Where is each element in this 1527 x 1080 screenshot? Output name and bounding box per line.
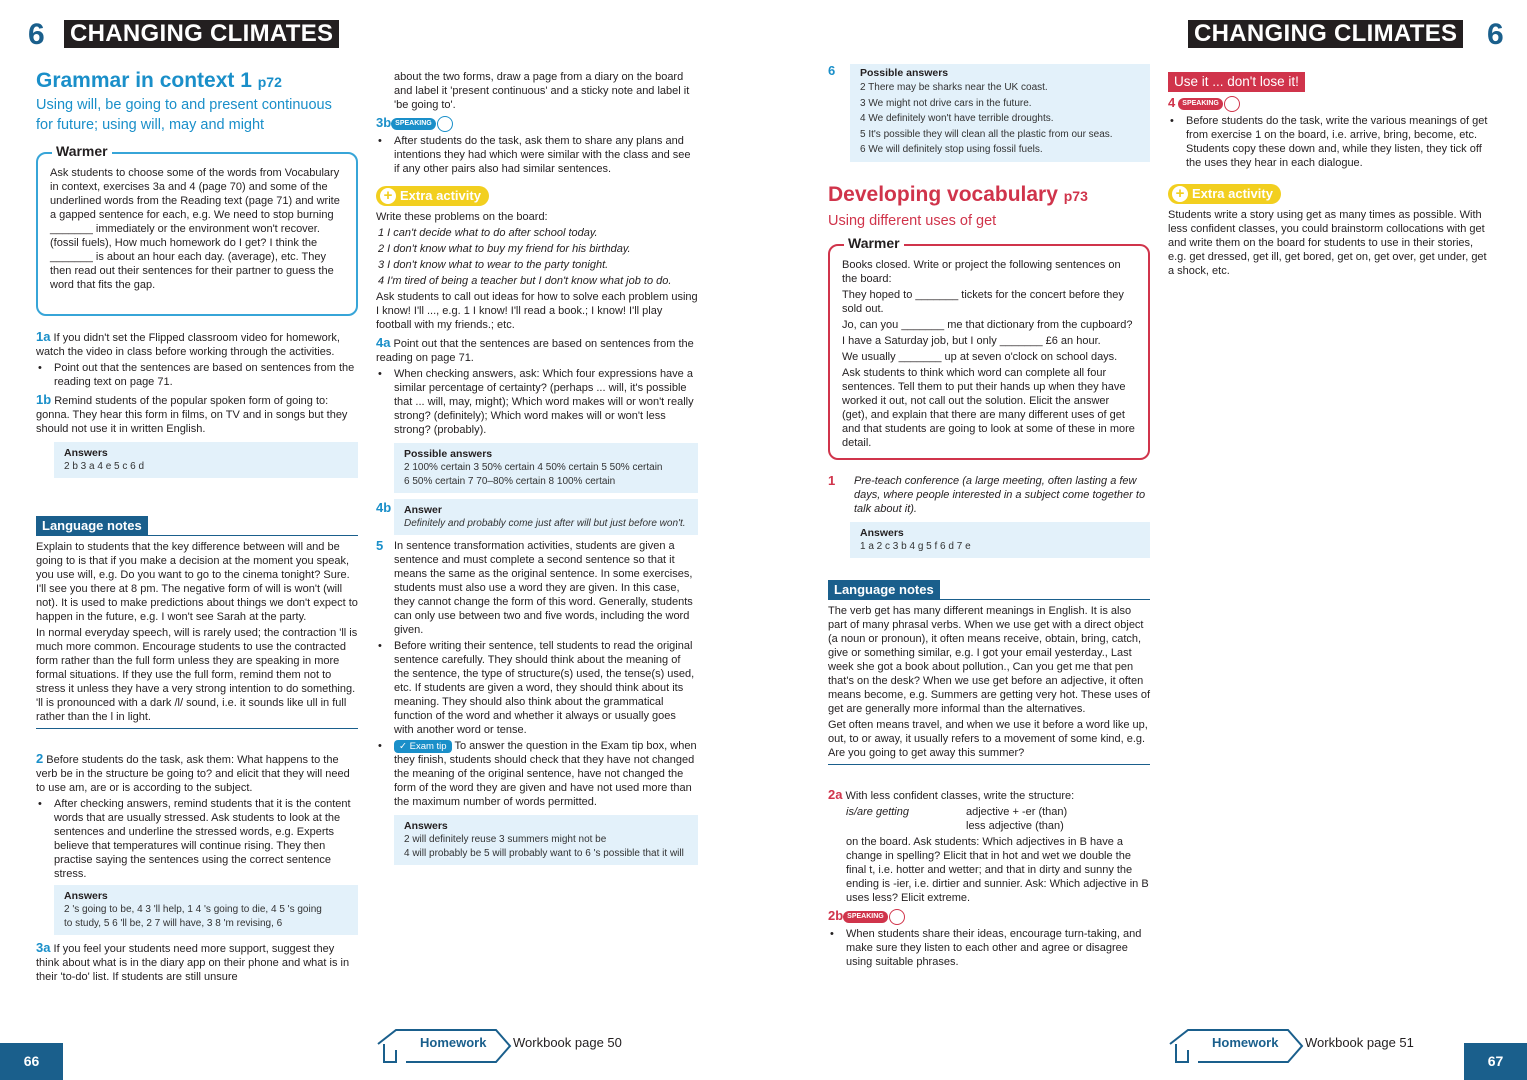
left-exercises-2 (36, 752, 358, 986)
exercise-number: 2a (828, 787, 843, 802)
exercise-bullet: • Before students do the task, write the various meanings of get from exercise 1 on the board, i.e. arrive, bring, become, etc. Students copy these down and, while they listen, they tick off the uses they hear in each dialogue. (1168, 114, 1490, 170)
speaking-badge: SPEAKING (1178, 98, 1223, 110)
exercise-number: 1b (36, 392, 52, 407)
section-subtitle-2: for future; using will, may and might (36, 117, 265, 133)
left-exercises-1 (36, 330, 358, 478)
language-notes-text: Get often means travel, and when we use it before a word like up, out, to or away, it usually refers to a movement of some kind, e.g. Are you going to get away this summer? (828, 719, 1148, 759)
exercise-number: 1 (828, 473, 836, 488)
speaking-icon (889, 909, 905, 925)
extra-activity-outro: Ask students to call out ideas for how to solve each problem using I know! I'll ..., e.g. 1 I know! I'll read a book.; I know! I'll play football with my friends.; etc. (376, 291, 698, 332)
warmer-sentence: They hoped to _______ tickets for the concert before they sold out. (842, 289, 1124, 315)
exercise-number: 4 (1168, 95, 1176, 110)
exercise-bullet: • After students do the task, ask them to share any plans and intentions they had which were similar with the class and see if any other pairs also had similar sentences. (376, 134, 698, 176)
homework-right (1168, 1028, 1428, 1064)
language-notes-title: Language notes (828, 580, 940, 599)
language-notes-text: Explain to students that the key difference between will and be going to is that if you make a decision at the moment you speak, you use will, e.g. Do you want to go to the cinema tonight? Sure. I'll see you there at 8 pm. The negative form of will is won't (will not). It is used to make predictions about things we don't expect to happen in the future, e.g. I won't see Sarah at the party. (36, 541, 358, 623)
answers-title: Possible answers (860, 67, 949, 79)
exercise-bullet: • After checking answers, remind students that it is the content words that are usually stressed. Ask students to look at the sentences and underline the stressed words, e.g. Experts believe that temperatures will continue rising. They then practise saying the sentences using the correct sentence stress. (36, 797, 358, 881)
language-notes-right (828, 580, 1150, 765)
exercise-text: on the board. Ask students: Which adjectives in B have a change in spelling? Elicit that in hot and wet we double the final t, i.e. hotter and wetter; and that in dirty and sunny the ending is -ier, i.e. dirtier and sunnier. Ask: Which adjective in B uses less? Elicit extreme. (846, 836, 1149, 904)
exercise-text: about the two forms, draw a page from a diary on the board and label it 'present continuous' and a sticky note and label it 'be going to'. (394, 71, 690, 111)
language-notes-text: In normal everyday speech, will is rarely used; the contraction 'll is much more common. Encourage students to use the contracted form rather than the full form unless they are speaking in more formal situations. If they use the full form, remind them not to stress it unless they have a very strong intention to do something. 'll is pronounced with a dark /l/ sound, i.e. it sounds like ull in full rather than the l in light. (36, 627, 358, 723)
exercise-number: 2b (828, 908, 844, 923)
exercise-text: Remind students of the popular spoken form of going to: gonna. They hear this form in films, on TV and in songs but they should not use it in written English. (36, 395, 348, 435)
answers-title: Possible answers (404, 448, 493, 461)
extra-activity-text: Students write a story using get as many times as possible. With less confident classes, you could brainstorm collocations with get and write them on the board for students to use in their stories, e.g. get dressed, get ill, get bored, get on, get over, get under, get a shock, etc. (1168, 209, 1487, 278)
unit-number-left: 6 (28, 18, 45, 51)
answer-box (394, 499, 698, 535)
answers-values: 1 a 2 c 3 b 4 g 5 f 6 d 7 e (860, 541, 971, 552)
answers-values: 3 We might not drive cars in the future. (860, 97, 1032, 109)
warmer-text: Ask students to think which word can complete all four sentences. Tell them to put their hands up when they have worked it out, not call out the solution. Elicit the answer (get), and explain that there are many different uses of get and that students are going to look at some of these in more detail. (842, 367, 1135, 449)
exercise-bullet: • Before writing their sentence, tell students to read the original sentence carefully. They should think about the meaning of the sentence, the type of structure(s) used, the tense(s) used, etc. If students are given a word, they should think about its meaning. They should also think about the grammatical function of the word and whether it always or usually goes with another word or tense. (376, 639, 698, 737)
page-number-left: 66 (0, 1043, 63, 1080)
right-exercises-2 (828, 788, 1150, 971)
extra-activity-badge: + Extra activity (1168, 184, 1281, 204)
homework-text: Workbook page 50 (513, 1035, 622, 1050)
warmer-title: Warmer (844, 236, 904, 250)
section-subtitle-1: Using will, be going to and present continuous (36, 97, 332, 113)
exercise-text: With less confident classes, write the structure: (845, 790, 1075, 802)
answers-values: 2 100% certain 3 50% certain 4 50% certain 5 50% certain (404, 462, 663, 474)
use-it-badge: Use it ... don't lose it! (1168, 72, 1305, 92)
right-exercises-1 (828, 474, 1150, 558)
exercise-text: Before students do the task, ask them: What happens to the verb be in the structure be going to? and elicit that they will need to use am, are or is according to the subject. (36, 754, 350, 794)
warmer-text: Books closed. Write or project the following sentences on the board: (842, 259, 1121, 285)
answers-values: 2 b 3 a 4 e 5 c 6 d (64, 461, 145, 472)
answers-values: 2 There may be sharks near the UK coast. (860, 82, 1048, 93)
exercise-number: 2 (36, 751, 44, 766)
answers-box (54, 442, 358, 478)
exercise-text: In sentence transformation activities, students are given a sentence and must complete a second sentence so that it means the same as the original sentence. In some exercises, students must also use a word they are given. In this case, they cannot change the form of this word. Generally, students can only use between two and five words, including the word given. (394, 540, 693, 637)
speaking-badge: SPEAKING (843, 911, 888, 923)
exercise-number: 4b (376, 500, 392, 516)
answers-values: 2 's going to be, 4 3 'll help, 1 4 's going to die, 4 5 's going (64, 904, 322, 915)
left-column-2 (376, 70, 698, 865)
exam-tip-badge: ✓ Exam tip (394, 740, 452, 753)
warmer-sentence: I have a Saturday job, but I only _______ £6 an hour. (842, 335, 1101, 347)
answers-values: to study, 5 6 'll be, 2 7 will have, 3 8 'm revising, 6 (64, 918, 283, 929)
extra-activity-item: 3 I don't know what to wear to the party tonight. (378, 259, 609, 272)
exercise-number: 1a (36, 329, 51, 344)
structure-right: adjective + -er (than) (966, 806, 1068, 818)
answers-title: Answers (64, 447, 108, 459)
left-column-1 (36, 68, 358, 135)
answers-box (850, 522, 1150, 558)
exercise-bullet: • When checking answers, ask: Which four expressions have a similar percentage of certainty? (perhaps ... will, it's possible that ... will, may, might); Which word makes will or won't really strong? (definitely); Which word makes will or won't less strong? (probably). (376, 367, 698, 437)
unit-number-right: 6 (1487, 18, 1504, 51)
right-column-2 (1168, 72, 1490, 280)
warmer-title: Warmer (52, 144, 112, 158)
exercise-text: If you feel your students need more support, suggest they think about what is in the diary app on their phone and what is in their 'to-do' list. If students are still unsure (36, 943, 350, 983)
exercise-number: 3a (36, 940, 51, 955)
warmer-box (36, 143, 358, 316)
exercise-bullet: • ✓ Exam tip To answer the question in the Exam tip box, when they finish, students should check that they have not changed the meaning of the original sentence, have not changed the form of the word they are given and have not used more than the maximum number of words permitted. (376, 739, 698, 809)
homework-label: Homework (420, 1035, 487, 1050)
possible-answers-box (394, 443, 698, 493)
exercise-text: Point out that the sentences are based on sentences from the reading on page 71. (376, 338, 694, 365)
page-title-right: Developing vocabulary p73 (828, 183, 1088, 206)
answers-title: Answers (404, 820, 448, 833)
exercise-number: 5 (376, 538, 384, 554)
language-notes-text: The verb get has many different meanings in English. It is also part of many phrasal verbs. When we use get with a direct object (a noun or pronoun), it often means receive, obtain, bring, catch, give or something similar, e.g. I got your email yesterday., Last week she got a book about pollution., Can you get me that pen that's on the desk? When we use get before an adjective, it often means become, e.g. Summers are getting very hot. These uses of get are generally more informal than the alternatives. (828, 605, 1151, 715)
extra-activity-item: 1 I can't decide what to do after school today. (378, 227, 598, 240)
exercise-bullet: • When students share their ideas, encourage turn-taking, and make sure they listen to each other and agree or disagree using suitable phrases. (828, 927, 1150, 969)
answers-values: 4 will probably be 5 will probably want to 6 's possible that it will (404, 848, 684, 860)
exercise-number: 4a (376, 335, 391, 351)
unit-title-right: CHANGING CLIMATES (1188, 20, 1463, 48)
homework-left (376, 1028, 636, 1064)
answers-values: 5 It's possible they will clean all the plastic from our seas. (860, 128, 1113, 140)
answers-values: 6 50% certain 7 70–80% certain 8 100% certain (404, 476, 616, 488)
extra-activity-intro: Write these problems on the board: (376, 211, 548, 224)
homework-label: Homework (1212, 1035, 1279, 1050)
speaking-icon (1224, 96, 1240, 112)
answers-values: 6 We will definitely stop using fossil fuels. (860, 144, 1043, 155)
answers-values: 2 will definitely reuse 3 summers might not be (404, 834, 607, 846)
plus-icon: + (380, 188, 396, 204)
warmer-box-right (828, 235, 1150, 460)
language-notes-title: Language notes (36, 516, 148, 535)
answers-box (54, 885, 358, 935)
possible-answers-box (850, 64, 1150, 162)
warmer-sentence: Jo, can you _______ me that dictionary from the cupboard? (842, 319, 1133, 331)
language-notes-left (36, 516, 358, 729)
answers-title: Answer (404, 504, 442, 517)
structure-right: less adjective (than) (966, 820, 1064, 832)
exercise-text: Pre-teach conference (a large meeting, often lasting a few days, where people interested in a subject come together to talk about it). (854, 475, 1146, 515)
speaking-icon (437, 116, 453, 132)
exercise-number: 6 (828, 63, 836, 78)
structure-table (846, 805, 1150, 835)
right-column-1 (828, 64, 1150, 231)
plus-icon: + (1172, 186, 1188, 202)
unit-title-left: CHANGING CLIMATES (64, 20, 339, 48)
warmer-sentence: We usually _______ up at seven o'clock on school days. (842, 351, 1118, 363)
exercise-bullet: • Point out that the sentences are based on sentences from the reading text on page 71. (36, 361, 358, 389)
extra-activity-badge: + Extra activity (376, 186, 489, 206)
warmer-text: Ask students to choose some of the words from Vocabulary in context, exercises 3a and 4 (page 70) and some of the underlined words from the Reading text (page 71) and write a gapped sentence for each, e.g. We need to stop burning _______ immediately or the environment won't recover. (fossil fuels), How much homework do I get? I think the _______ is about an hour each day. (average), etc. They then read out their sentences for their partner to guess the word that fits the gap. (50, 167, 340, 291)
extra-activity-item: 2 I don't know what to buy my friend for his birthday. (378, 243, 631, 256)
answers-values: Definitely and probably come just after will but just before won't. (404, 518, 686, 530)
answers-box (394, 815, 698, 865)
page-title: Grammar in context 1 p72 (36, 69, 282, 92)
answers-values: 4 We definitely won't have terrible droughts. (860, 113, 1054, 124)
answers-title: Answers (860, 527, 904, 539)
extra-activity-item: 4 I'm tired of being a teacher but I don't know what job to do. (378, 275, 672, 288)
speaking-badge: SPEAKING (391, 118, 436, 130)
section-subtitle-right: Using different uses of get (828, 213, 997, 229)
answers-title: Answers (64, 890, 108, 902)
exercise-number: 3b (376, 115, 392, 130)
page-number-right: 67 (1464, 1043, 1527, 1080)
exercise-text: If you didn't set the Flipped classroom video for homework, watch the video in class before working through the activities. (36, 332, 340, 358)
structure-left: is/are getting (846, 806, 909, 818)
homework-text: Workbook page 51 (1305, 1035, 1414, 1050)
